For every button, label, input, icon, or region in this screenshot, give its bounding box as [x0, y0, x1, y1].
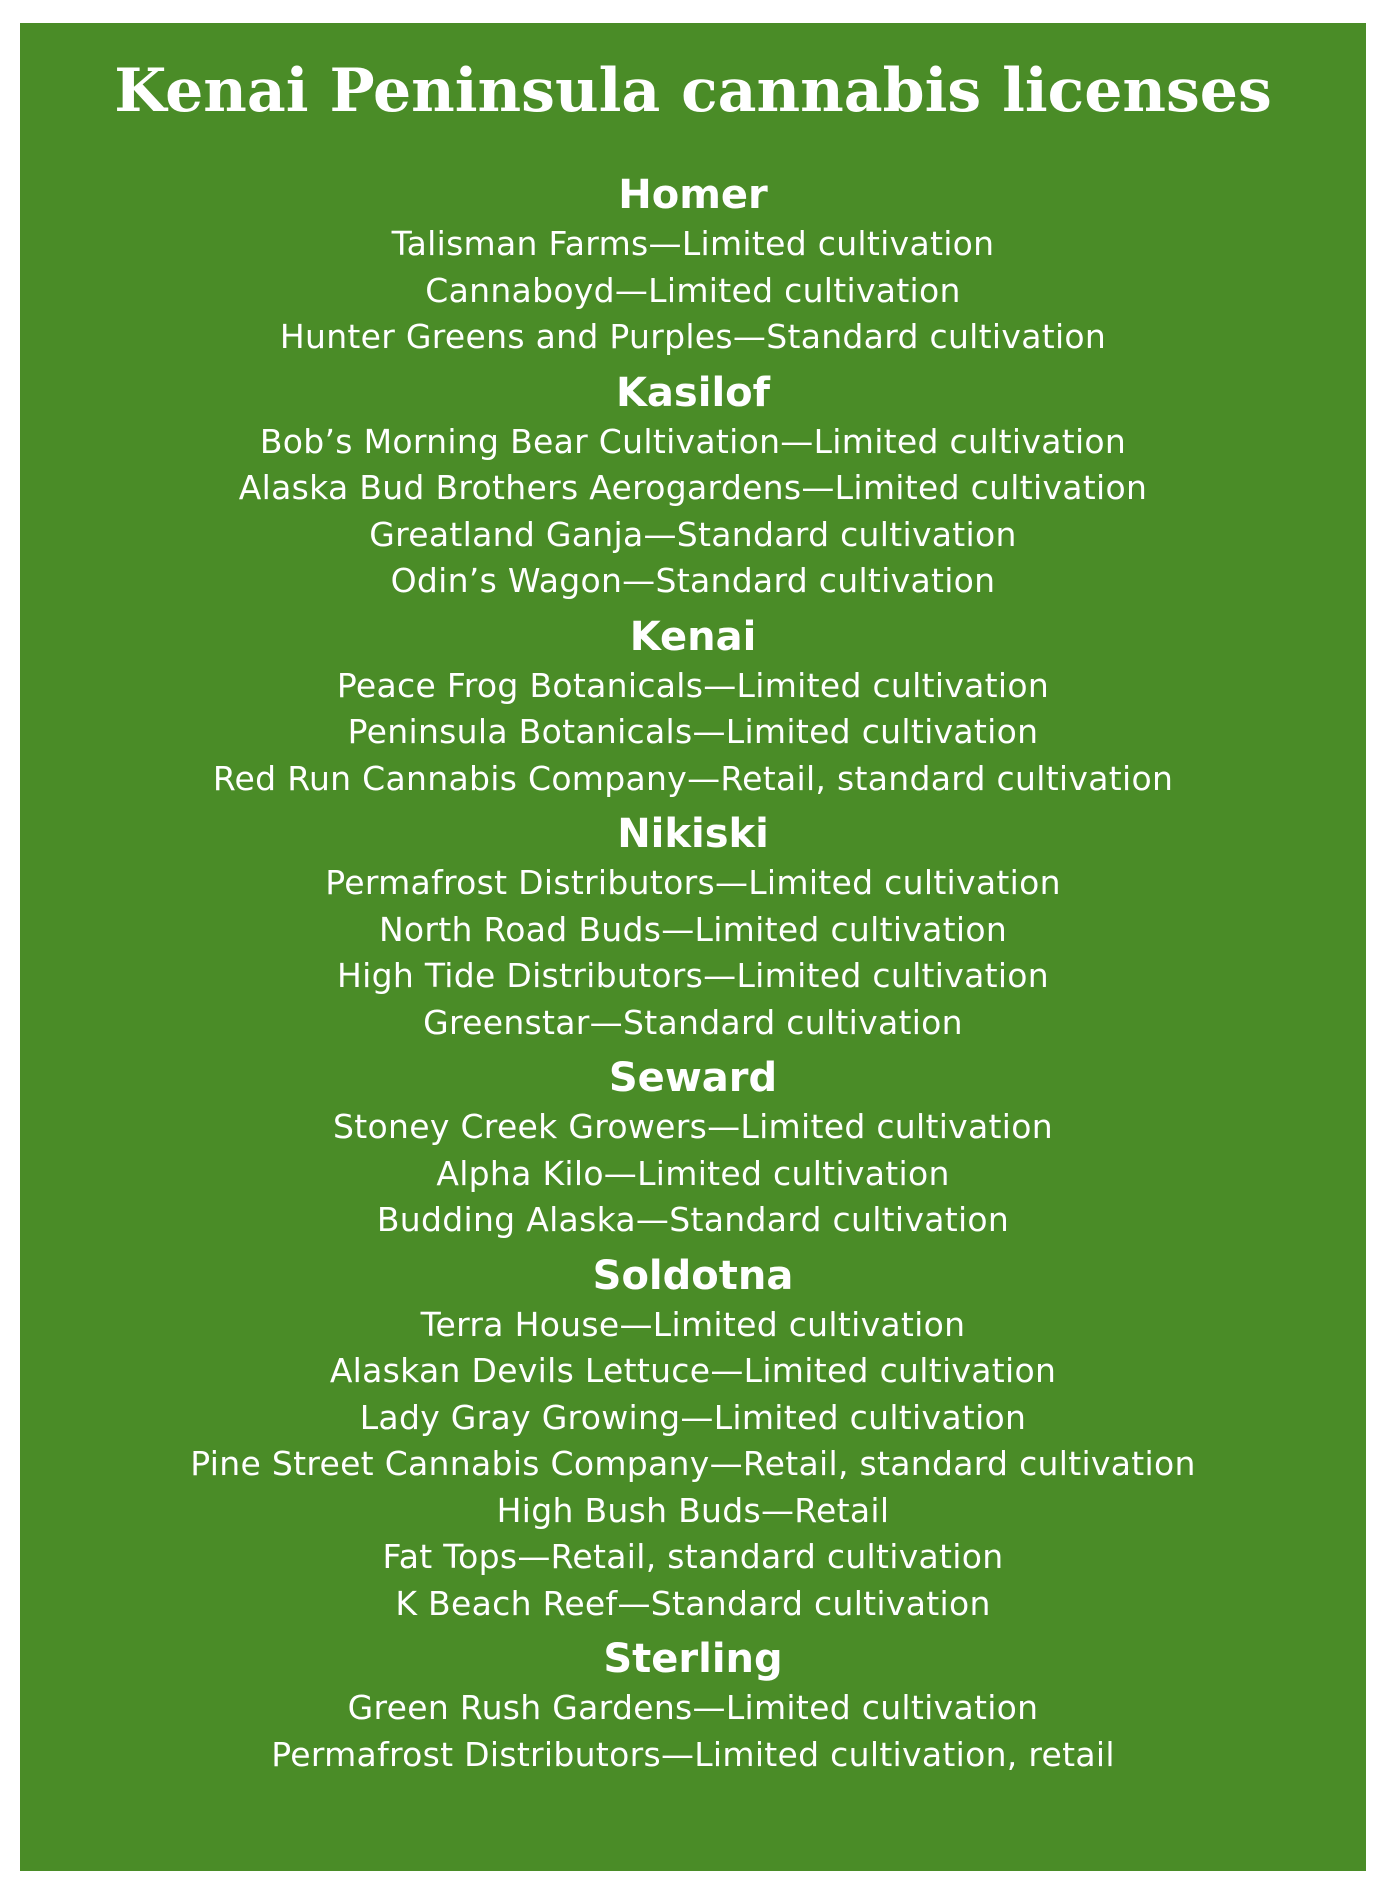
section-sterling — [20, 1633, 1366, 1778]
license-entry: North Road Buds—Limited cultivation — [378, 909, 1008, 949]
license-entry: Odin’s Wagon—Standard cultivation — [390, 561, 996, 600]
license-entry: Terra House—Limited cultivation — [420, 1304, 966, 1344]
license-entries — [20, 419, 1366, 605]
license-entry: Red Run Cannabis Company—Retail, standard cultivation — [212, 758, 1174, 798]
town-heading: Homer — [618, 172, 768, 218]
license-entries — [20, 663, 1366, 803]
town-heading: Seward — [608, 1055, 778, 1101]
license-entry: Greenstar—Standard cultivation — [423, 1002, 963, 1042]
page-title: Kenai Peninsula cannabis licenses — [114, 56, 1272, 126]
town-heading: Sterling — [603, 1636, 783, 1682]
license-entry: Cannaboyd—Limited cultivation — [425, 270, 961, 310]
section-homer — [20, 169, 1366, 361]
license-entry: Green Rush Gardens—Limited cultivation — [347, 1688, 1039, 1727]
license-entries — [20, 1302, 1366, 1628]
license-entry: Talisman Farms—Limited cultivation — [391, 224, 995, 263]
license-entry: Peninsula Botanicals—Limited cultivation — [347, 712, 1039, 751]
license-entry: Greatland Ganja—Standard cultivation — [369, 514, 1017, 554]
license-entry: Permafrost Distributors—Limited cultivation — [325, 863, 1061, 902]
license-list — [20, 169, 1366, 1778]
license-entry: High Bush Buds—Retail — [496, 1490, 890, 1530]
license-entry: K Beach Reef—Standard cultivation — [395, 1583, 991, 1623]
license-entry: Peace Frog Botanicals—Limited cultivation — [336, 665, 1050, 705]
license-panel — [20, 23, 1366, 1871]
town-heading: Kasilof — [615, 369, 771, 416]
license-entry: Stoney Creek Growers—Limited cultivation — [333, 1107, 1053, 1146]
license-entry: Alaska Bud Brothers Aerogardens—Limited cultivation — [238, 468, 1148, 507]
section-soldotna — [20, 1250, 1366, 1628]
license-entries — [20, 221, 1366, 361]
section-seward — [20, 1052, 1366, 1244]
license-entry: Lady Gray Growing—Limited cultivation — [359, 1397, 1027, 1437]
town-heading: Nikiski — [617, 811, 769, 857]
license-entry: Permafrost Distributors—Limited cultivation, retail — [271, 1734, 1115, 1774]
license-entry: High Tide Distributors—Limited cultivation — [336, 956, 1050, 995]
town-heading: Kenai — [629, 613, 757, 660]
license-entries — [20, 1104, 1366, 1244]
license-entry: Alpha Kilo—Limited cultivation — [436, 1153, 950, 1193]
license-entry: Fat Tops—Retail, standard cultivation — [382, 1537, 1004, 1576]
license-entries — [20, 1685, 1366, 1778]
section-kenai — [20, 611, 1366, 803]
town-heading: Soldotna — [592, 1252, 794, 1299]
license-entries — [20, 860, 1366, 1046]
section-nikiski — [20, 808, 1366, 1046]
license-entry: Pine Street Cannabis Company—Retail, standard cultivation — [190, 1444, 1196, 1483]
license-entry: Bob’s Morning Bear Cultivation—Limited cultivation — [259, 421, 1127, 461]
license-entry: Alaskan Devils Lettuce—Limited cultivation — [329, 1351, 1057, 1390]
license-entry: Hunter Greens and Purples—Standard cultivation — [279, 317, 1107, 356]
license-entry: Budding Alaska—Standard cultivation — [376, 1200, 1010, 1239]
section-kasilof — [20, 367, 1366, 605]
